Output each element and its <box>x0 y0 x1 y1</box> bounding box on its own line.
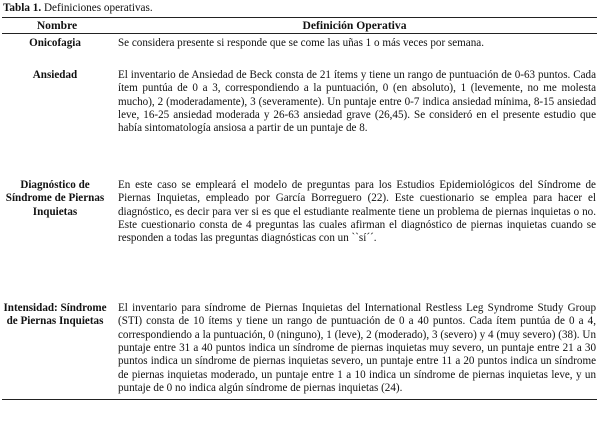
table-row <box>2 34 597 57</box>
definitions-table <box>2 17 597 400</box>
table-row <box>2 291 597 400</box>
row-name-diagnostico: Diagnóstico de Síndrome de Piernas Inquietas <box>5 179 105 218</box>
table-caption-text: Definiciones operativas. <box>41 2 153 14</box>
table-header-row <box>2 18 597 34</box>
table-caption-label: Tabla 1. <box>3 2 42 14</box>
header-definicion-operativa: Definición Operativa <box>112 18 597 34</box>
table-caption <box>3 2 597 15</box>
row-definition-intensidad: El inventario para síndrome de Piernas Inquietas del International Restless Leg Syndrome Study Group (STI) consta de 10 ítems y tiene un rango de puntuación de 0 a 40 puntos. Cada ítem puntúa de 0 a 4, correspondiendo a la puntuación, 0 (ninguno), 1 (leve), 2 (moderado), 3 (severo) y 4 (muy severo) (38). Un puntaje entre 31 a 40 puntos indica un síndrome de piernas inquietas muy severo, un puntaje entre 21 a 30 puntos indica un síndrome de piernas inquietas severo, un puntaje entre 11 a 20 puntos indica un síndrome de piernas inquietas moderado, un puntaje entre 1 a 10 indica un síndrome de piernas inquietas leve, y un puntaje de 0 no indica algún síndrome de piernas inquietas (24). <box>112 291 597 400</box>
document-page <box>2 0 597 400</box>
header-nombre: Nombre <box>2 18 112 34</box>
table-row <box>2 56 597 167</box>
row-definition-onicofagia: Se considera presente si responde que se come las uñas 1 o más veces por semana. <box>118 37 484 49</box>
row-definition-ansiedad: El inventario de Ansiedad de Beck consta de 21 ítems y tiene un rango de puntuación de 0-63 puntos. Cada ítem puntúa de 0 a 3, correspondiendo a la puntuación, 0 (en absoluto), 1 (levemente, no me molesta mucho), 2 (moderadamente), 3 (severamente). Un puntaje entre 0-7 indica ansiedad mínima, 8-15 ansiedad leve, 16-25 ansiedad moderada y 26-63 ansiedad grave (26,45). Se consideró en el presente estudio que había sintomatología ansiosa a partir de un puntaje de 8. <box>118 69 596 135</box>
row-name-onicofagia: Onicofagia <box>29 37 81 49</box>
row-name-ansiedad: Ansiedad <box>32 69 78 81</box>
row-name-intensidad: Intensidad: Síndrome de Piernas Inquietas <box>2 291 112 400</box>
table-row <box>2 167 597 291</box>
row-definition-diagnostico: En este caso se empleará el modelo de preguntas para los Estudios Epidemiológicos del Síndrome de Piernas Inquietas, empleado por García Borreguero (22). Este cuestionario se emplea para hacer el diagnóstico, es decir para ver si es que el estudiante realmente tiene un problema de piernas inquietas o no. Este cuestionario consta de 4 preguntas las cuales afirman el diagnóstico de piernas inquietas cuando se responden a todas las preguntas diagnósticas con un ``sí´´. <box>118 179 596 245</box>
